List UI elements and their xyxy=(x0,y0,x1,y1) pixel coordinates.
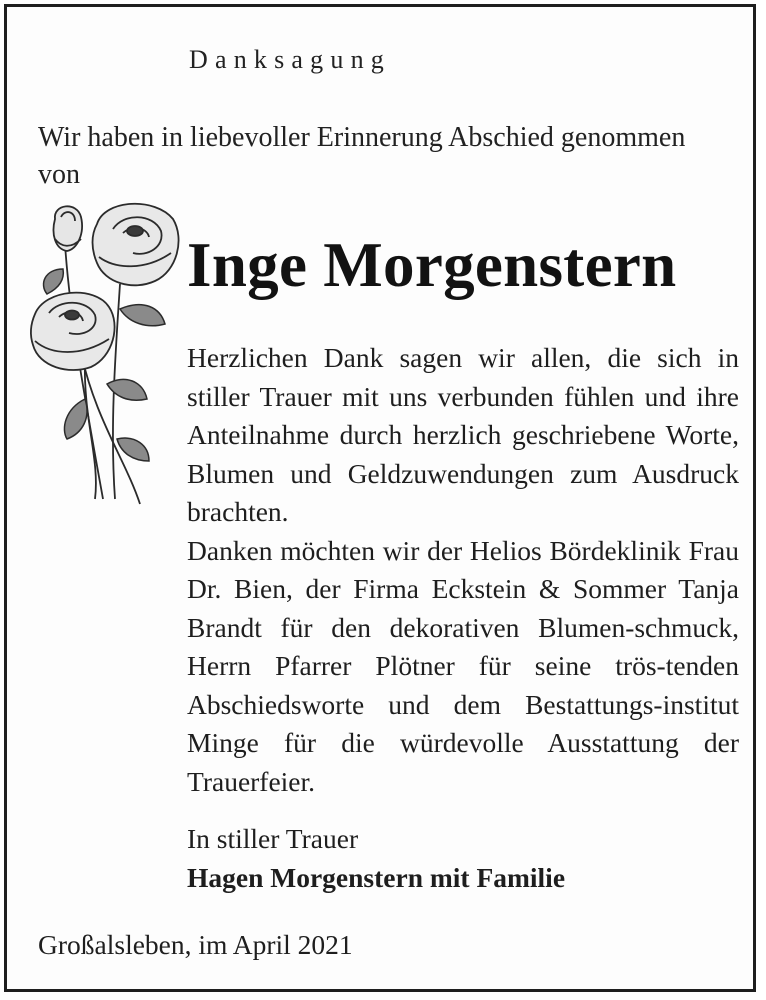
intro-line: Wir haben in liebevoller Erinnerung Abschied genommen xyxy=(38,122,686,153)
closing-line: In stiller Trauer xyxy=(187,823,359,854)
text-segment: Danken möchten wir der Helios Bördeklinik Frau Dr. Bien, der Firma Eckstein & Sommer Tanja Brandt für den dekorativen xyxy=(187,534,739,643)
closing-block xyxy=(187,819,565,897)
thanks-paragraph: Herzlichen Dank sagen wir allen, die sich in stiller Trauer mit uns verbunden fühlen und ihre Anteilnahme durch herzlich geschriebene Worte, Blumen und Geldzuwendungen zum Ausdruck brachten. xyxy=(187,342,739,527)
text-segment: institut Minge für die würdevolle Ausstattung der Trauerfeier. xyxy=(187,688,739,797)
intro-text xyxy=(38,119,748,193)
text-segment: Bestattungs- xyxy=(525,688,663,720)
place-date: Großalsleben, im April 2021 xyxy=(38,929,353,960)
thanks-paragraph-2 xyxy=(187,532,739,802)
deceased-name: Inge Morgenstern xyxy=(187,230,677,300)
text-segment: Blumen- xyxy=(538,611,635,643)
text-segment: trös- xyxy=(615,650,666,681)
text-segment: schmuck, Herrn Pfarrer Plötner für seine xyxy=(187,611,739,681)
obituary-notice xyxy=(4,4,756,992)
signer-name: Hagen Morgenstern mit Familie xyxy=(187,862,566,893)
intro-line: von xyxy=(38,159,80,190)
thanks-text xyxy=(187,339,739,801)
roses-icon xyxy=(25,199,185,509)
notice-heading: Danksagung xyxy=(189,45,391,74)
text-segment: tenden Abschiedsworte und dem xyxy=(187,650,740,720)
